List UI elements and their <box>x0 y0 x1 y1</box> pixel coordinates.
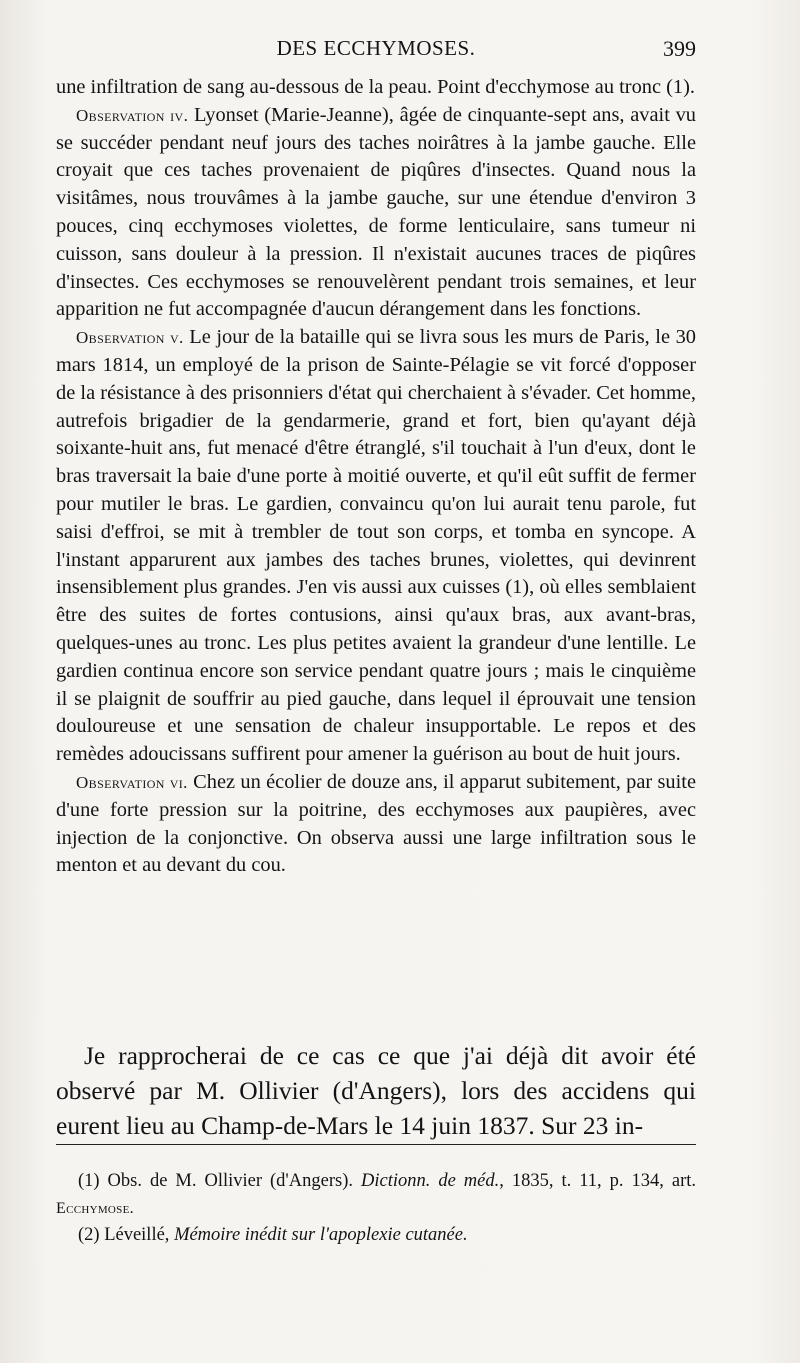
footnote-text: , 1835, t. 11, p. 134, art. <box>499 1171 697 1191</box>
page-number: 399 <box>663 36 696 61</box>
footnote-smallcaps: Ecchymose. <box>56 1200 134 1217</box>
observation-label: Observation vi. <box>76 772 188 792</box>
page-header <box>56 36 696 70</box>
footnote-1 <box>56 1168 696 1222</box>
footnote-text: (1) Obs. de M. Ollivier (d'Angers). <box>78 1171 361 1191</box>
footnote-text: (2) Léveillé, <box>78 1225 175 1245</box>
observation-vi <box>56 769 696 880</box>
large-paragraph: Je rapprocherai de ce cas ce que j'ai déjà dit avoir été observé par M. Ollivier (d'Angers), lors des accidens qui eurent lieu au Champ-de-Mars le 14 juin 1837. Sur 23 in- <box>56 1040 696 1140</box>
observation-label: Observation v. <box>76 328 184 348</box>
observation-label: Observation iv. <box>76 105 189 125</box>
footnote-rule <box>56 1144 696 1145</box>
observation-text: Lyonset (Marie-Jeanne), âgée de cinquante-sept ans, avait vu se succéder pendant neuf jours des taches noirâtres à la jambe gauche. Elle croyait que ces taches provenaient de piqûres d'insectes. Quand nous la visitâmes, nous trouvâmes à la jambe gauche, sur une étendue d'environ 3 pouces, cinq ecchymoses violettes, de forme lenticulaire, sans tumeur ni cuisson, sans douleur à la pression. Il n'existait aucunes traces de piqûres d'insectes. Ces ecchymoses se renouvelèrent pendant trois semaines, et leur apparition ne fut accompagnée d'aucun dérangement dans les fonctions. <box>56 103 696 321</box>
observation-text: Chez un écolier de douze ans, il apparut subitement, par suite d'une forte pression sur la poitrine, des ecchymoses aux paupières, avec injection de la conjonctive. On observa aussi une large infiltration sous le menton et au devant du cou. <box>56 770 696 877</box>
footnote-italic: Mémoire inédit sur l'apoplexie cutanée. <box>174 1225 468 1245</box>
footnote-italic: Dictionn. de méd. <box>360 1171 500 1191</box>
observation-iv <box>56 102 696 324</box>
body-text <box>56 74 696 880</box>
observation-v <box>56 324 696 769</box>
running-title: DES ECCHYMOSES. <box>276 36 476 60</box>
footnote-2 <box>56 1222 696 1249</box>
footnotes <box>56 1168 696 1249</box>
paragraph-continuation: une infiltration de sang au-dessous de la peau. Point d'ecchymose au tronc (1). <box>56 76 695 98</box>
observation-text: Le jour de la bataille qui se livra sous les murs de Paris, le 30 mars 1814, un employé de la prison de Sainte-Pélagie se vit forcé d'opposer de la résistance à des prisonniers d'état qui cherchaient à s'évader. Cet homme, autrefois brigadier de la gendarmerie, grand et fort, bien qu'ayant déjà soixante-huit ans, fut menacé d'être étranglé, s'il touchait à l'un d'eux, dont le bras traversait la baie d'une porte à moitié ouverte, et qu'il eût suffit de fermer pour mutiler le bras. Le gardien, convaincu qu'on lui aurait tenu parole, fut saisi d'effroi, se mit à trembler de tout son corps, et tomba en syncope. A l'instant apparurent aux jambes des taches brunes, violettes, qui devinrent insensiblement plus grandes. J'en vis aussi aux cuisses (1), où elles semblaient être des suites de fortes contusions, ainsi qu'aux bras, aux avant-bras, quelques-unes au tronc. Les plus petites avaient la grandeur d'une lentille. Le gardien continua encore son service pendant quatre jours ; mais le cinquième il se plaignit de souffrir au pied gauche, dans lequel il éprouvait une tension douloureuse et une sensation de chaleur insupportable. Le repos et des remèdes adoucissans suffirent pour amener la guérison au bout de huit jours. <box>56 326 696 766</box>
